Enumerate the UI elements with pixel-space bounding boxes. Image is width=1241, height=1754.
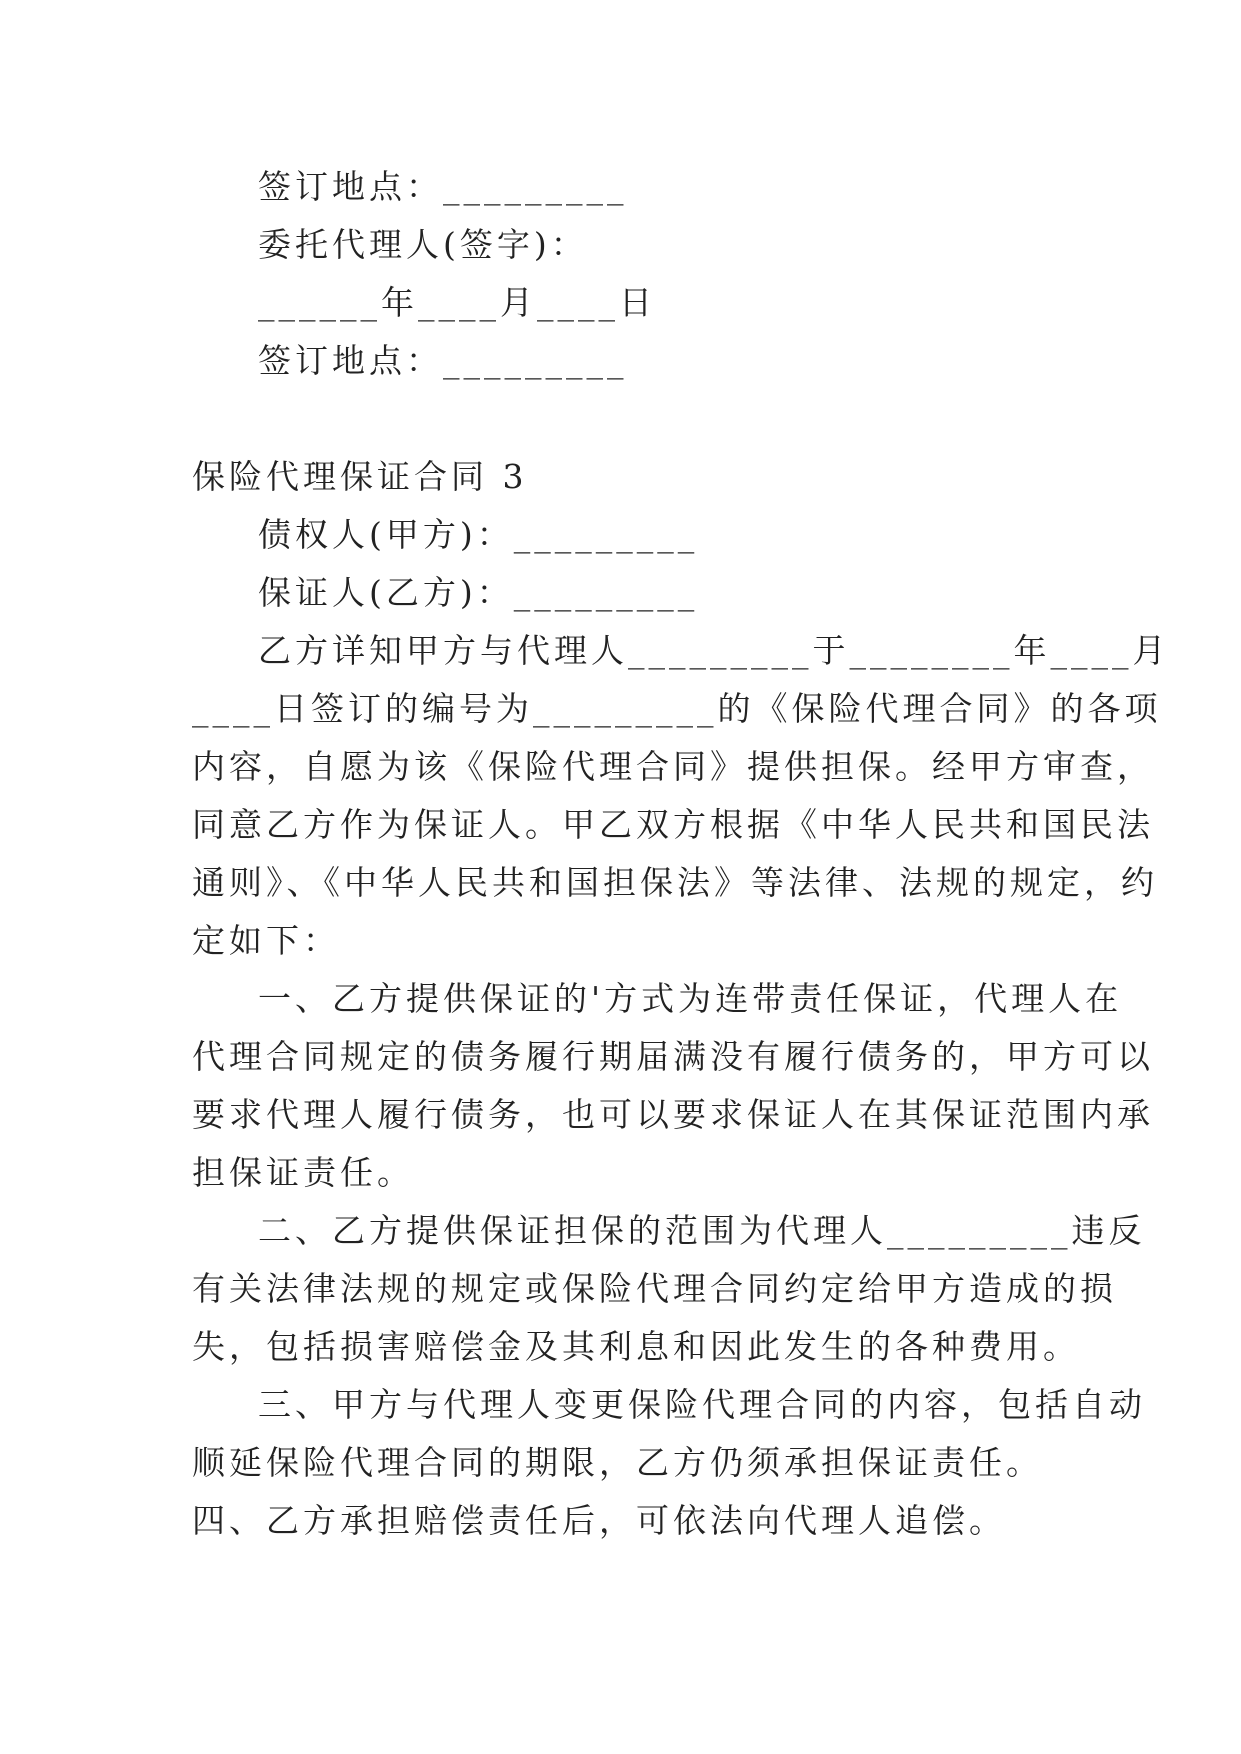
clause-1-line: 一、乙方提供保证的'方式为连带责任保证，代理人在 (258, 979, 1123, 1018)
paragraph-line: 同意乙方作为保证人。甲乙双方根据《中华人民共和国民法 (192, 805, 1154, 844)
guarantor-line: 保证人(乙方)：_________ (258, 573, 699, 612)
paragraph-line: 内容，自愿为该《保险代理合同》提供担保。经甲方审查， (192, 747, 1154, 786)
date-line: ______年____月____日 (258, 283, 656, 322)
signing-place-line-2: 签订地点：_________ (258, 341, 628, 380)
clause-1-line: 要求代理人履行债务，也可以要求保证人在其保证范围内承 (192, 1095, 1154, 1134)
clause-3-line: 三、甲方与代理人变更保险代理合同的内容，包括自动 (258, 1385, 1146, 1424)
section-title: 保险代理保证合同 3 (192, 457, 528, 496)
paragraph-line: ____日签订的编号为_________的《保险代理合同》的各项 (192, 689, 1162, 728)
clause-1-line: 担保证责任。 (192, 1153, 414, 1192)
clause-3-line: 顺延保险代理合同的期限，乙方仍须承担保证责任。 (192, 1443, 1043, 1482)
creditor-line: 债权人(甲方)：_________ (258, 515, 699, 554)
clause-4-line: 四、乙方承担赔偿责任后，可依法向代理人追偿。 (192, 1501, 1006, 1540)
clause-2-line: 二、乙方提供保证担保的范围为代理人_________违反 (258, 1211, 1146, 1250)
signing-place-line-1: 签订地点：_________ (258, 167, 628, 206)
agent-signature-line: 委托代理人(签字)： (258, 225, 588, 264)
clause-2-line: 失，包括损害赔偿金及其利息和因此发生的各种费用。 (192, 1327, 1080, 1366)
clause-2-line: 有关法律法规的规定或保险代理合同约定给甲方造成的损 (192, 1269, 1117, 1308)
clause-1-line: 代理合同规定的债务履行期届满没有履行债务的，甲方可以 (192, 1037, 1154, 1076)
paragraph-line: 定如下： (192, 921, 340, 960)
paragraph-line: 通则》、《中华人民共和国担保法》等法律、法规的规定，约 (192, 863, 1158, 902)
paragraph-line: 乙方详知甲方与代理人_________于________年____月 (258, 631, 1170, 670)
